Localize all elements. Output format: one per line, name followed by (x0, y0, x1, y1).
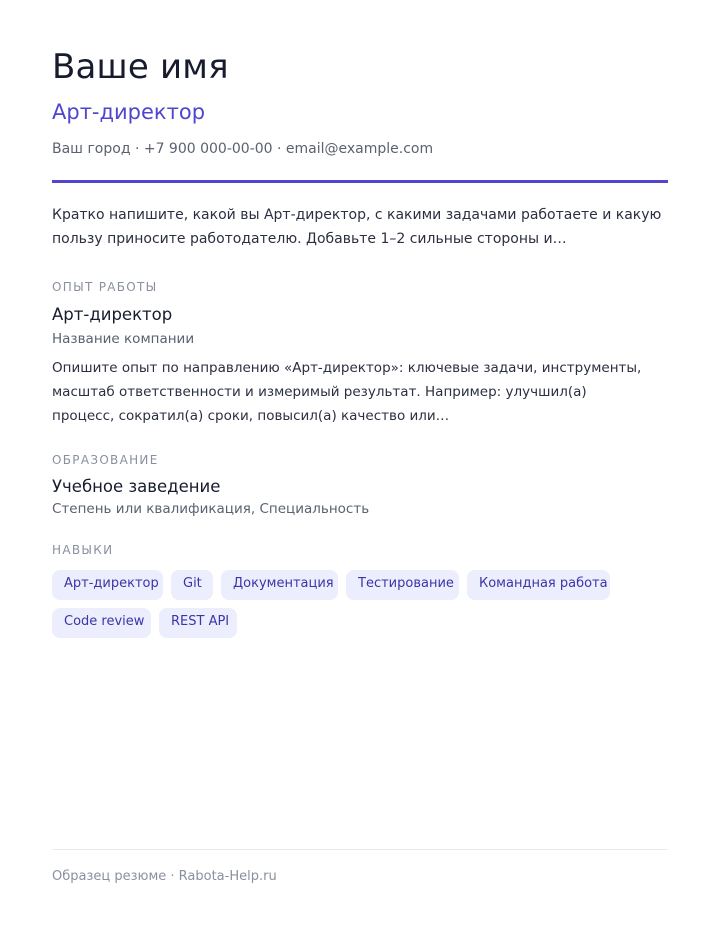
experience-section-label: ОПЫТ РАБОТЫ (52, 280, 158, 294)
job-description: Опишите опыт по направлению «Арт-директор»: ключевые задачи, инструменты, масштаб ответственности и измеримый результат. Например: улучшил(а) процесс, сократил(а) сроки, повысил(а) качество или… (52, 360, 642, 424)
skill-chip: REST API (159, 608, 237, 638)
resume-page (52, 0, 668, 936)
contact-line: Ваш город · +7 900 000-00-00 · email@example.com (52, 141, 434, 157)
candidate-role: Арт-директор (52, 100, 206, 124)
skills-section-label: НАВЫКИ (52, 543, 114, 557)
education-section-label: ОБРАЗОВАНИЕ (52, 453, 159, 467)
header-divider (52, 180, 668, 183)
skill-chip: Code review (52, 608, 151, 638)
skill-chip: Командная работа (467, 570, 610, 600)
skill-chip: Документация (221, 570, 338, 600)
job-title: Арт-директор (52, 305, 173, 324)
company-name: Название компании (52, 331, 195, 347)
candidate-name: Ваше имя (52, 47, 229, 87)
skill-chip: Git (171, 570, 213, 600)
degree-text: Степень или квалификация, Специальность (52, 501, 370, 517)
skill-chip: Арт-директор (52, 570, 163, 600)
institution-name: Учебное заведение (52, 477, 221, 496)
summary-text: Кратко напишите, какой вы Арт-директор, с какими задачами работаете и какую пользу приносите работодателю. Добавьте 1–2 сильные стороны и… (52, 207, 662, 247)
footer-divider (52, 849, 668, 850)
footer-text: Образец резюме · Rabota-Help.ru (52, 869, 277, 884)
skill-chip: Тестирование (346, 570, 459, 600)
